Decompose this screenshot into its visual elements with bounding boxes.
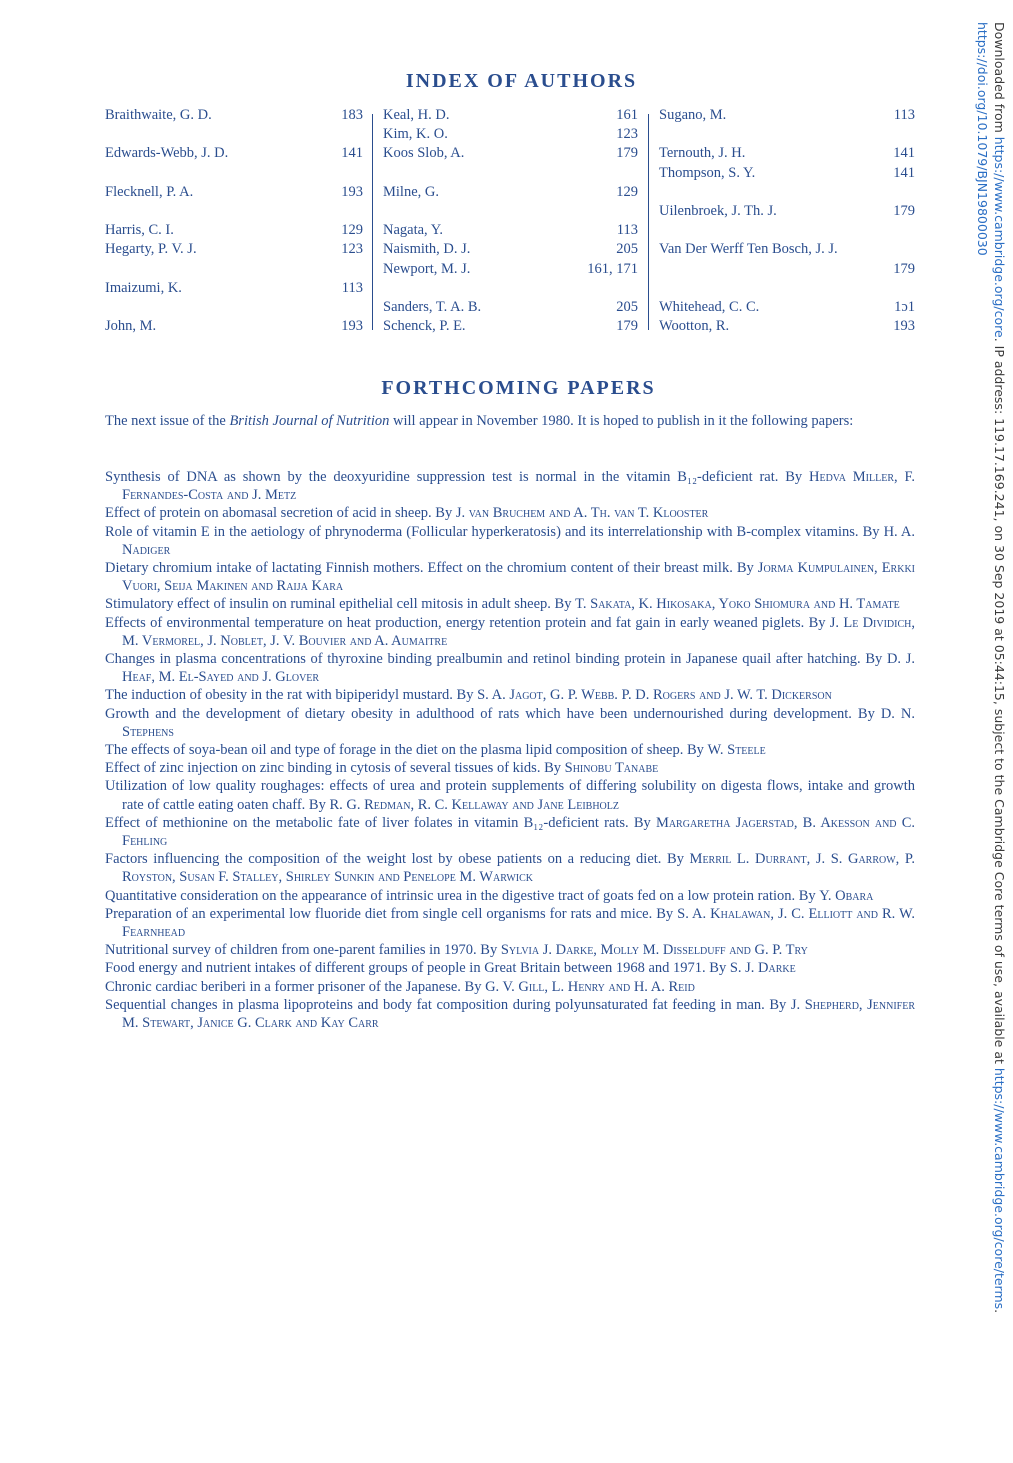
author-entry bbox=[383, 279, 638, 298]
author-entry bbox=[383, 260, 638, 279]
author-entry bbox=[105, 144, 363, 163]
author-entry bbox=[105, 183, 363, 202]
author-entry bbox=[383, 202, 638, 221]
paper-authors: W. Steele bbox=[707, 742, 766, 759]
author-index bbox=[105, 106, 915, 336]
paper-entry bbox=[105, 777, 915, 813]
paper-authors: Hedva Miller, F. Fernandes-Costa and J. Metz bbox=[122, 469, 916, 504]
paper-title: Synthesis of DNA as shown by the deoxyuridine suppression test is normal in the vitamin B₁₂-deficient rat. By bbox=[105, 469, 809, 485]
paper-authors: G. V. Gill, L. Henry and H. A. Reid bbox=[485, 978, 695, 995]
author-entry bbox=[105, 298, 363, 317]
author-page-number: 183 bbox=[341, 107, 363, 123]
author-entry bbox=[383, 317, 638, 336]
author-page-number: 193 bbox=[341, 318, 363, 335]
forthcoming-papers-list bbox=[105, 468, 915, 1032]
author-name: Schenck, P. E. bbox=[383, 318, 466, 335]
author-page-number: 205 bbox=[616, 299, 638, 315]
intro-text-end: will appear in November 1980. It is hoped to publish in it the following papers: bbox=[389, 413, 854, 429]
author-entry bbox=[383, 298, 638, 317]
author-entry bbox=[105, 106, 363, 125]
author-name: Van Der Werff Ten Bosch, J. J. bbox=[659, 241, 838, 258]
download-suffix: . bbox=[992, 1309, 1007, 1314]
author-entry bbox=[383, 183, 638, 202]
paper-entry bbox=[105, 595, 915, 613]
paper-entry bbox=[105, 759, 915, 777]
doi-line bbox=[974, 22, 991, 1212]
paper-entry bbox=[105, 559, 915, 595]
author-entry bbox=[659, 106, 915, 125]
column-divider bbox=[648, 114, 649, 330]
author-name: Ternouth, J. H. bbox=[659, 145, 746, 162]
author-page-number: 113 bbox=[616, 222, 638, 239]
author-name: Sugano, M. bbox=[659, 107, 727, 123]
author-entry bbox=[659, 260, 915, 279]
author-entry bbox=[383, 240, 638, 259]
author-name: Whitehead, C. C. bbox=[659, 299, 760, 315]
paper-authors: H. A. Nadiger bbox=[122, 523, 915, 558]
paper-title: Food energy and nutrient intakes of different groups of people in Great Britain between 1968 and 1971. By bbox=[105, 960, 730, 977]
paper-authors: R. G. Redman, R. C. Kellaway and Jane Leibholz bbox=[329, 796, 619, 813]
author-name: Koos Slob, A. bbox=[383, 145, 465, 162]
paper-entry bbox=[105, 850, 915, 886]
paper-authors: D. J. Heaf, M. El-Sayed and J. Glover bbox=[122, 651, 915, 686]
paper-title: The effects of soya-bean oil and type of forage in the diet on the plasma lipid composition of sheep. By bbox=[105, 742, 708, 759]
paper-authors: Jorma Kumpulainen, Erkki Vuori, Seija Makinen and Raija Kara bbox=[122, 560, 915, 595]
author-page-number: 113 bbox=[893, 107, 915, 123]
author-entry bbox=[659, 202, 915, 221]
doi-link[interactable]: https://doi.org/10.1079/BJN19800030 bbox=[975, 22, 990, 256]
author-page-number: 205 bbox=[616, 241, 638, 258]
paper-authors: J. van Bruchem and A. Th. van T. Klooster bbox=[455, 505, 709, 522]
paper-authors: Sylvia J. Darke, Molly M. Disselduff and G. P. Try bbox=[500, 942, 808, 959]
author-page-number: 123 bbox=[616, 126, 638, 143]
author-entry bbox=[383, 144, 638, 163]
paper-title: Preparation of an experimental low fluoride diet from single cell organisms for rats and mice. By bbox=[105, 905, 678, 922]
author-page-number: 161 bbox=[616, 107, 638, 123]
paper-entry bbox=[105, 814, 915, 850]
paper-title: Factors influencing the composition of the weight lost by obese patients on a reducing diet. By bbox=[105, 851, 690, 868]
author-name: Sanders, T. A. B. bbox=[383, 299, 482, 315]
author-name: Kim, K. O. bbox=[383, 126, 448, 143]
author-name: Nagata, Y. bbox=[383, 222, 443, 239]
author-page-number: 161, 171 bbox=[587, 260, 638, 277]
author-name: Flecknell, P. A. bbox=[105, 183, 194, 200]
paper-authors: J. Le Dividich, M. Vermorel, J. Noblet, J. V. Bouvier and A. Aumaitre bbox=[122, 614, 916, 649]
author-entry bbox=[383, 164, 638, 183]
cambridge-core-link[interactable]: https://www.cambridge.org/core bbox=[992, 136, 1007, 338]
paper-authors: Shinobu Tanabe bbox=[564, 760, 659, 777]
paper-authors: Margaretha Jagerstad, B. Akesson and C. Fehling bbox=[122, 814, 916, 850]
paper-entry bbox=[105, 650, 915, 686]
paper-authors: Merril L. Durrant, J. S. Garrow, P. Royston, Susan F. Stalley, Shirley Sunkin and Penelope M. Warwick bbox=[122, 851, 915, 886]
author-entry bbox=[383, 221, 638, 240]
intro-text-start: The next issue of the bbox=[105, 413, 230, 429]
author-name: Naismith, D. J. bbox=[383, 241, 471, 258]
author-page-number: 179 bbox=[616, 145, 638, 162]
author-page-number: 113 bbox=[341, 279, 363, 296]
author-entry bbox=[659, 164, 915, 183]
author-name: Wootton, R. bbox=[659, 318, 730, 335]
paper-entry bbox=[105, 941, 915, 959]
paper-entry bbox=[105, 996, 915, 1032]
download-prefix: Downloaded from bbox=[992, 22, 1007, 137]
paper-authors: Y. Obara bbox=[819, 887, 874, 904]
author-entry bbox=[659, 144, 915, 163]
author-name: Uilenbroek, J. Th. J. bbox=[659, 203, 777, 219]
paper-title: Chronic cardiac beriberi in a former prisoner of the Japanese. By bbox=[105, 978, 486, 995]
paper-title: Quantitative consideration on the appearance of intrinsic urea in the digestive tract of goats fed on a low protein ration. By bbox=[105, 887, 820, 904]
author-name: Milne, G. bbox=[383, 183, 439, 200]
author-entry bbox=[105, 202, 363, 221]
paper-authors: D. N. Stephens bbox=[122, 705, 915, 740]
author-entry bbox=[659, 279, 915, 298]
author-page-number: 1ɔ1 bbox=[894, 299, 915, 315]
paper-authors: S. A. Khalawan, J. C. Elliott and R. W. Fearnhead bbox=[122, 905, 916, 941]
paper-entry bbox=[105, 468, 915, 504]
author-page-number: 141 bbox=[893, 164, 915, 181]
paper-title: Effect of zinc injection on zinc binding in cytosis of several tissues of kids. By bbox=[105, 760, 565, 777]
author-entry bbox=[105, 125, 363, 144]
download-notice-line bbox=[991, 22, 1008, 1314]
paper-entry bbox=[105, 905, 915, 941]
author-page-number: 129 bbox=[341, 222, 363, 239]
paper-title: Dietary chromium intake of lactating Finnish mothers. Effect on the chromium content of their breast milk. By bbox=[105, 560, 758, 577]
paper-entry bbox=[105, 959, 915, 977]
author-entry bbox=[383, 125, 638, 144]
author-entry bbox=[105, 240, 363, 259]
forthcoming-intro bbox=[105, 412, 915, 431]
author-page-number: 123 bbox=[341, 241, 363, 258]
author-page-number: 193 bbox=[341, 183, 363, 200]
author-name: Braithwaite, G. D. bbox=[105, 107, 212, 123]
index-of-authors-title: INDEX OF AUTHORS bbox=[405, 70, 638, 92]
author-entry bbox=[383, 106, 638, 125]
paper-title: Effect of methionine on the metabolic fate of liver folates in vitamin B₁₂-deficient rats. By bbox=[105, 814, 656, 831]
author-entry bbox=[659, 125, 915, 144]
paper-entry bbox=[105, 705, 915, 741]
author-page-number: 141 bbox=[893, 145, 915, 162]
paper-title: Utilization of low quality roughages: effects of urea and protein supplements of differing solubility on digesta flows, intake and growth rate of cattle eating oaten chaff. By bbox=[105, 778, 915, 813]
author-page-number: 129 bbox=[616, 183, 638, 200]
paper-title: Effect of protein on abomasal secretion of acid in sheep. By bbox=[105, 505, 456, 522]
author-entry bbox=[105, 260, 363, 279]
column-divider bbox=[372, 114, 373, 330]
author-name: Hegarty, P. V. J. bbox=[105, 241, 197, 258]
paper-title: Effects of environmental temperature on heat production, energy retention protein and fat gain in early weaned piglets. By bbox=[105, 614, 830, 631]
author-name: Thompson, S. Y. bbox=[659, 164, 756, 181]
paper-title: Changes in plasma concentrations of thyroxine binding prealbumin and retinol binding protein in Japanese quail after hatching. By bbox=[105, 651, 887, 668]
paper-entry bbox=[105, 741, 915, 759]
author-entry bbox=[659, 317, 915, 336]
author-name: Newport, M. J. bbox=[383, 260, 471, 277]
cambridge-terms-link[interactable]: https://www.cambridge.org/core/terms bbox=[992, 1067, 1007, 1310]
paper-authors: J. Shepherd, Jennifer M. Stewart, Janice G. Clark and Kay Carr bbox=[122, 996, 916, 1032]
paper-title: Sequential changes in plasma lipoproteins and body fat composition during polyunsaturated fat feeding in man. By bbox=[105, 996, 791, 1013]
author-entry bbox=[105, 317, 363, 336]
author-entry bbox=[659, 221, 915, 240]
paper-entry bbox=[105, 887, 915, 905]
author-entry bbox=[105, 279, 363, 298]
paper-title: Nutritional survey of children from one-parent families in 1970. By bbox=[105, 942, 501, 959]
paper-authors: S. J. Darke bbox=[729, 960, 796, 977]
author-entry bbox=[659, 183, 915, 202]
paper-entry bbox=[105, 523, 915, 559]
download-ip-text: . IP address: 119.17.169.241, on 30 Sep 2019 at 05:44:15, subject to the Cambridge Core terms of use, available at bbox=[992, 337, 1007, 1068]
author-page-number: 193 bbox=[893, 318, 915, 335]
paper-entry bbox=[105, 686, 915, 704]
author-entry bbox=[659, 298, 915, 317]
forthcoming-papers-title: FORTHCOMING PAPERS bbox=[381, 377, 656, 399]
paper-title: Growth and the development of dietary obesity in adulthood of rats which have been undernourished during development. By bbox=[105, 705, 881, 722]
paper-entry bbox=[105, 614, 915, 650]
author-entry bbox=[659, 240, 915, 259]
author-name: Imaizumi, K. bbox=[105, 279, 182, 296]
paper-title: The induction of obesity in the rat with bipiperidyl mustard. By bbox=[105, 687, 478, 704]
author-page-number: 179 bbox=[893, 203, 915, 219]
download-notice-text bbox=[974, 22, 1008, 1314]
author-name: Keal, H. D. bbox=[383, 107, 450, 123]
download-notice-sidebar bbox=[968, 22, 1008, 1314]
journal-name: British Journal of Nutrition bbox=[229, 413, 390, 429]
author-name: Harris, C. I. bbox=[105, 222, 174, 239]
author-name: Edwards-Webb, J. D. bbox=[105, 145, 229, 162]
paper-authors: S. A. Jagot, G. P. Webb. P. D. Rogers and J. W. T. Dickerson bbox=[477, 687, 832, 704]
author-page-number: 179 bbox=[893, 260, 915, 277]
author-entry bbox=[105, 221, 363, 240]
author-entry bbox=[105, 164, 363, 183]
author-name: John, M. bbox=[105, 318, 157, 335]
author-page-number: 141 bbox=[341, 145, 363, 162]
paper-authors: T. Sakata, K. Hikosaka, Yoko Shiomura and H. Tamate bbox=[575, 596, 900, 613]
paper-title: Stimulatory effect of insulin on ruminal epithelial cell mitosis in adult sheep. By bbox=[105, 596, 576, 613]
paper-entry bbox=[105, 978, 915, 996]
author-page-number: 179 bbox=[616, 318, 638, 335]
paper-entry bbox=[105, 504, 915, 522]
paper-title: Role of vitamin E in the aetiology of phrynoderma (Follicular hyperkeratosis) and its interrelationship with B-complex vitamins. By bbox=[105, 523, 884, 540]
